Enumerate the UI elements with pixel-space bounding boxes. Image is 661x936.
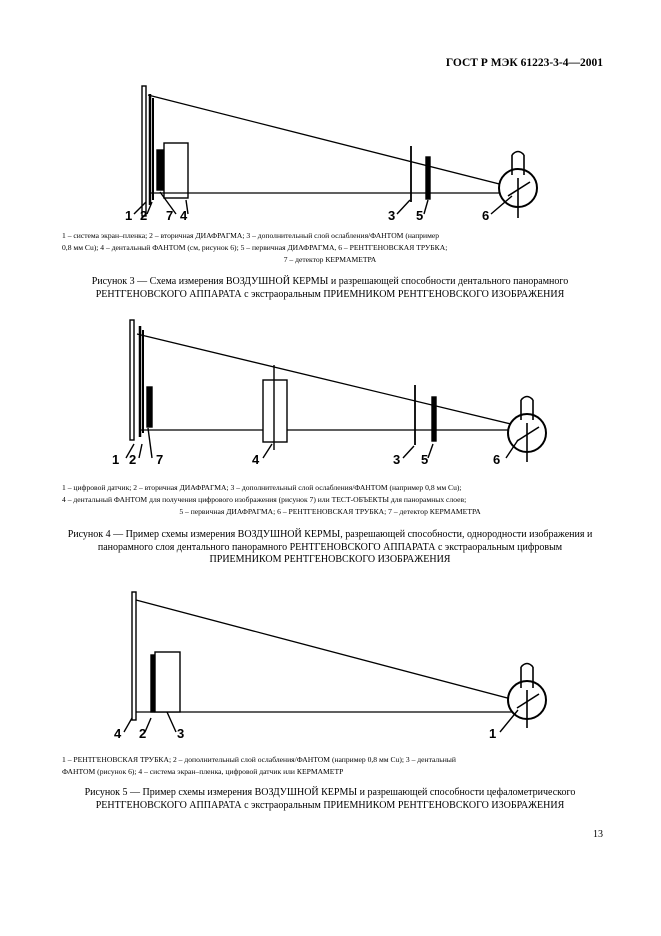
fig4-label-7: 7 xyxy=(156,452,164,467)
fig4-label-4: 4 xyxy=(252,452,260,467)
figure-3-legend-line-2: 0,8 мм Cu); 4 – дентальный ФАНТОМ (см, рисунок 6); 5 – первичная ДИАФРАГМА, 6 – РЕНТГЕНОВСКАЯ ТРУБКА; xyxy=(62,243,448,252)
digital-sensor xyxy=(130,320,134,440)
primary-diaphragm xyxy=(432,397,436,441)
standard-header: ГОСТ Р МЭК 61223-3-4—2001 xyxy=(445,57,603,69)
fig4-label-1: 1 xyxy=(112,452,120,467)
fig3-label-7: 7 xyxy=(166,208,174,223)
fig4-label-5: 5 xyxy=(421,452,429,467)
figure-3-legend-line-1: 1 – система экран–пленка; 2 – вторичная ДИАФРАГМА; 3 – дополнительный слой ослабления/ФАНТОМ (например xyxy=(62,231,440,240)
dental-phantom xyxy=(155,652,180,712)
figure-5-diagram xyxy=(0,585,661,740)
fig5-label-4: 4 xyxy=(114,726,122,740)
screen-film-or-sensor xyxy=(132,592,136,720)
fig4-label-2: 2 xyxy=(129,452,137,467)
fig5-label-1: 1 xyxy=(489,726,497,740)
screen-film-system xyxy=(142,86,146,216)
primary-diaphragm xyxy=(426,157,430,199)
fig3-label-3: 3 xyxy=(388,208,396,223)
fig3-label-1: 1 xyxy=(125,208,133,223)
figure-3-legend-line-3: 7 – детектор КЕРМАМЕТРА xyxy=(283,255,377,264)
figure-4-legend-line-2: 4 – дентальный ФАНТОМ для получения цифрового изображения (рисунок 7) или ТЕСТ-ОБЪЕКТЫ для панорамных слоев; xyxy=(62,495,467,504)
attenuation-layer xyxy=(151,655,154,712)
figure-4-diagram xyxy=(0,315,661,470)
figure-4-legend-line-3: 5 – первичная ДИАФРАГМА; 6 – РЕНТГЕНОВСКАЯ ТРУБКА; 7 – детектор КЕРМАМЕТРА xyxy=(179,507,481,516)
fig4-label-3: 3 xyxy=(393,452,401,467)
figure-5-legend-line-1: 1 – РЕНТГЕНОВСКАЯ ТРУБКА; 2 – дополнительный слой ослабления/ФАНТОМ (например 0,8 мм Cu); 3 – дентальный xyxy=(62,755,456,764)
dental-phantom-or-test-objects xyxy=(263,380,287,442)
dental-phantom xyxy=(164,143,188,198)
figure-4-legend-line-1: 1 – цифровой датчик; 2 – вторичная ДИАФРАГМА; 3 – дополнительный слой ослабления/ФАНТОМ (например 0,8 мм Cu); xyxy=(62,483,462,492)
fig3-label-2: 2 xyxy=(140,208,148,223)
fig3-label-5: 5 xyxy=(416,208,424,223)
figure-5-caption: Рисунок 5 — Пример схемы измерения ВОЗДУШНОЙ КЕРМЫ и разрешающей способности цефалометрического РЕНТГЕНОВСКОГО АППАРАТА с экстраоральным ПРИЕМНИКОМ РЕНТГЕНОВСКОГО ИЗОБРАЖЕНИЯ xyxy=(84,787,576,811)
fig3-label-4: 4 xyxy=(180,208,188,223)
page-number: 13 xyxy=(593,829,603,840)
figure-3-diagram xyxy=(0,75,661,225)
figure-4-caption: Рисунок 4 — Пример схемы измерения ВОЗДУШНОЙ КЕРМЫ, разрешающей способности, однородности изображения и панорамного слоя дентального панорамного РЕНТГЕНОВСКОГО АППАРАТА с экстраоральным цифровым ПРИЕМНИКОМ РЕНТГЕНОВСКОГО ИЗОБРАЖЕНИЯ xyxy=(67,529,593,565)
fig3-label-6: 6 xyxy=(482,208,490,223)
figure-5-legend-line-2: ФАНТОМ (рисунок 6); 4 – система экран–пленка, цифровой датчик или КЕРМАМЕТР xyxy=(62,767,344,776)
fig4-label-6: 6 xyxy=(493,452,501,467)
kermameter-detector xyxy=(147,387,152,427)
fig5-label-3: 3 xyxy=(177,726,185,740)
fig5-label-2: 2 xyxy=(139,726,147,740)
kermameter-detector xyxy=(157,150,163,190)
figure-3-caption: Рисунок 3 — Схема измерения ВОЗДУШНОЙ КЕРМЫ и разрешающей способности дентального панорамного РЕНТГЕНОВСКОГО АППАРАТА с экстраоральным ПРИЕМНИКОМ РЕНТГЕНОВСКОГО ИЗОБРАЖЕНИЯ xyxy=(91,276,569,300)
